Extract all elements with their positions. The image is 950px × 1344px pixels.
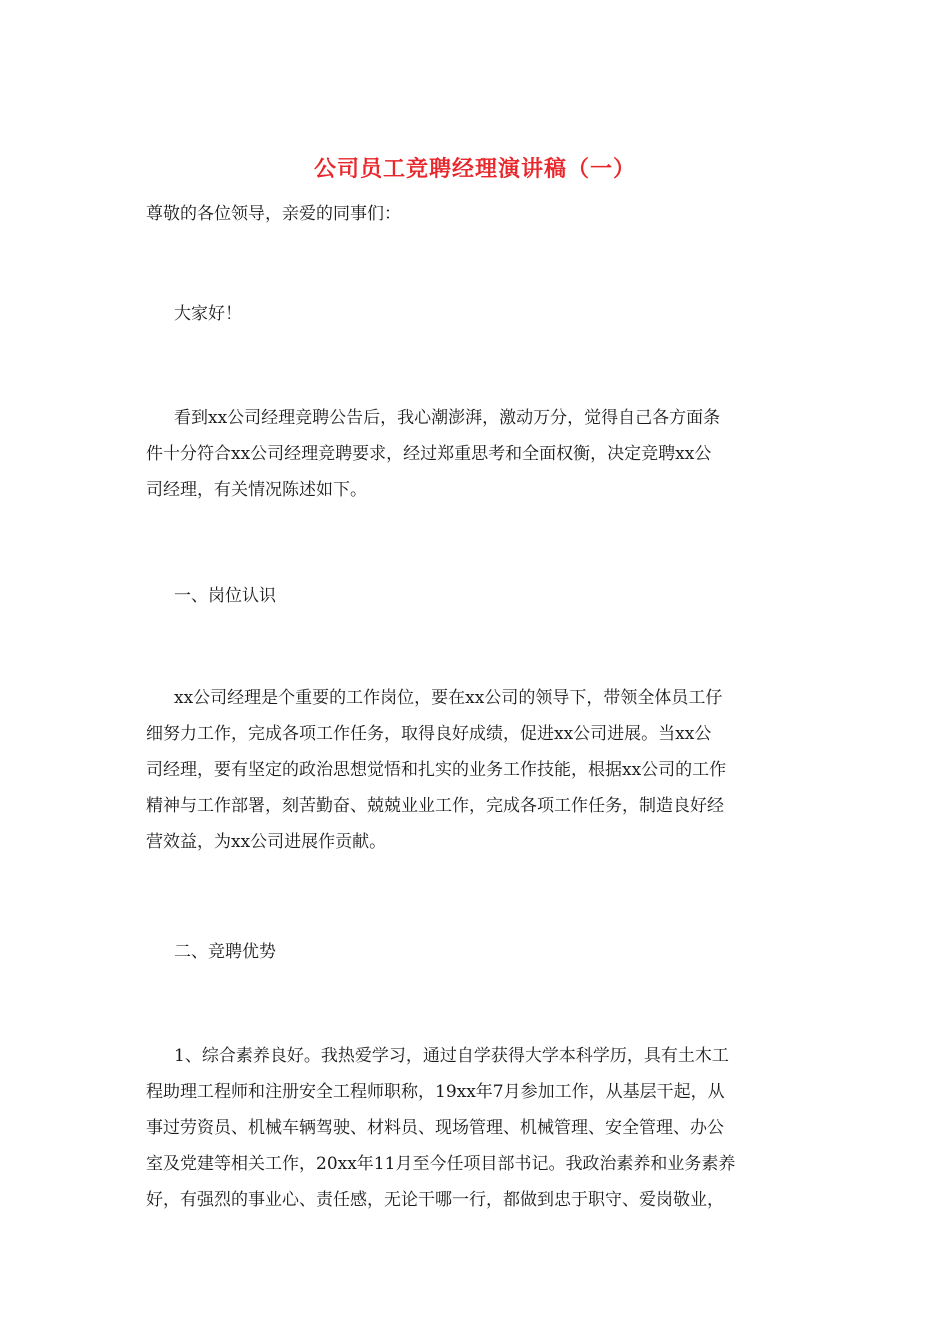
paragraph-line: 细努力工作，完成各项工作任务，取得良好成绩，促进xx公司进展。当xx公: [146, 724, 712, 744]
paragraph-line: 件十分符合xx公司经理竞聘要求，经过郑重思考和全面权衡，决定竞聘xx公: [146, 444, 712, 464]
paragraph-line: 室及党建等相关工作，20xx年11月至今任项目部书记。我政治素养和业务素养: [146, 1154, 736, 1174]
greeting: 大家好！: [174, 304, 242, 324]
salutation: 尊敬的各位领导，亲爱的同事们：: [146, 204, 401, 224]
paragraph-line: 事过劳资员、机械车辆驾驶、材料员、现场管理、机械管理、安全管理、办公: [146, 1118, 724, 1138]
paragraph-line: 看到xx公司经理竞聘公告后，我心潮澎湃，激动万分，觉得自己各方面条: [174, 408, 721, 428]
paragraph-line: 司经理，有关情况陈述如下。: [146, 480, 367, 500]
paragraph-line: 好，有强烈的事业心、责任感，无论干哪一行，都做到忠于职守、爱岗敬业，: [146, 1190, 724, 1210]
paragraph-advantage-1: [146, 1038, 810, 1218]
paragraph-role: [146, 680, 810, 860]
paragraph-line: 司经理，要有坚定的政治思想觉悟和扎实的业务工作技能，根据xx公司的工作: [146, 760, 727, 780]
paragraph-line: 程助理工程师和注册安全工程师职称，19xx年7月参加工作，从基层干起，从: [146, 1082, 725, 1102]
paragraph-line: 1、综合素养良好。我热爱学习，通过自学获得大学本科学历，具有土木工: [174, 1046, 729, 1066]
section-heading-2: 二、竞聘优势: [174, 942, 276, 962]
paragraph-intro: [146, 400, 810, 508]
paragraph-line: 精神与工作部署，刻苦勤奋、兢兢业业工作，完成各项工作任务，制造良好经: [146, 796, 724, 816]
document-title: 公司员工竞聘经理演讲稿（一）: [313, 156, 636, 182]
paragraph-line: 营效益，为xx公司进展作贡献。: [146, 832, 387, 852]
section-heading-1: 一、岗位认识: [174, 586, 276, 606]
paragraph-line: xx公司经理是个重要的工作岗位，要在xx公司的领导下，带领全体员工仔: [174, 688, 723, 708]
